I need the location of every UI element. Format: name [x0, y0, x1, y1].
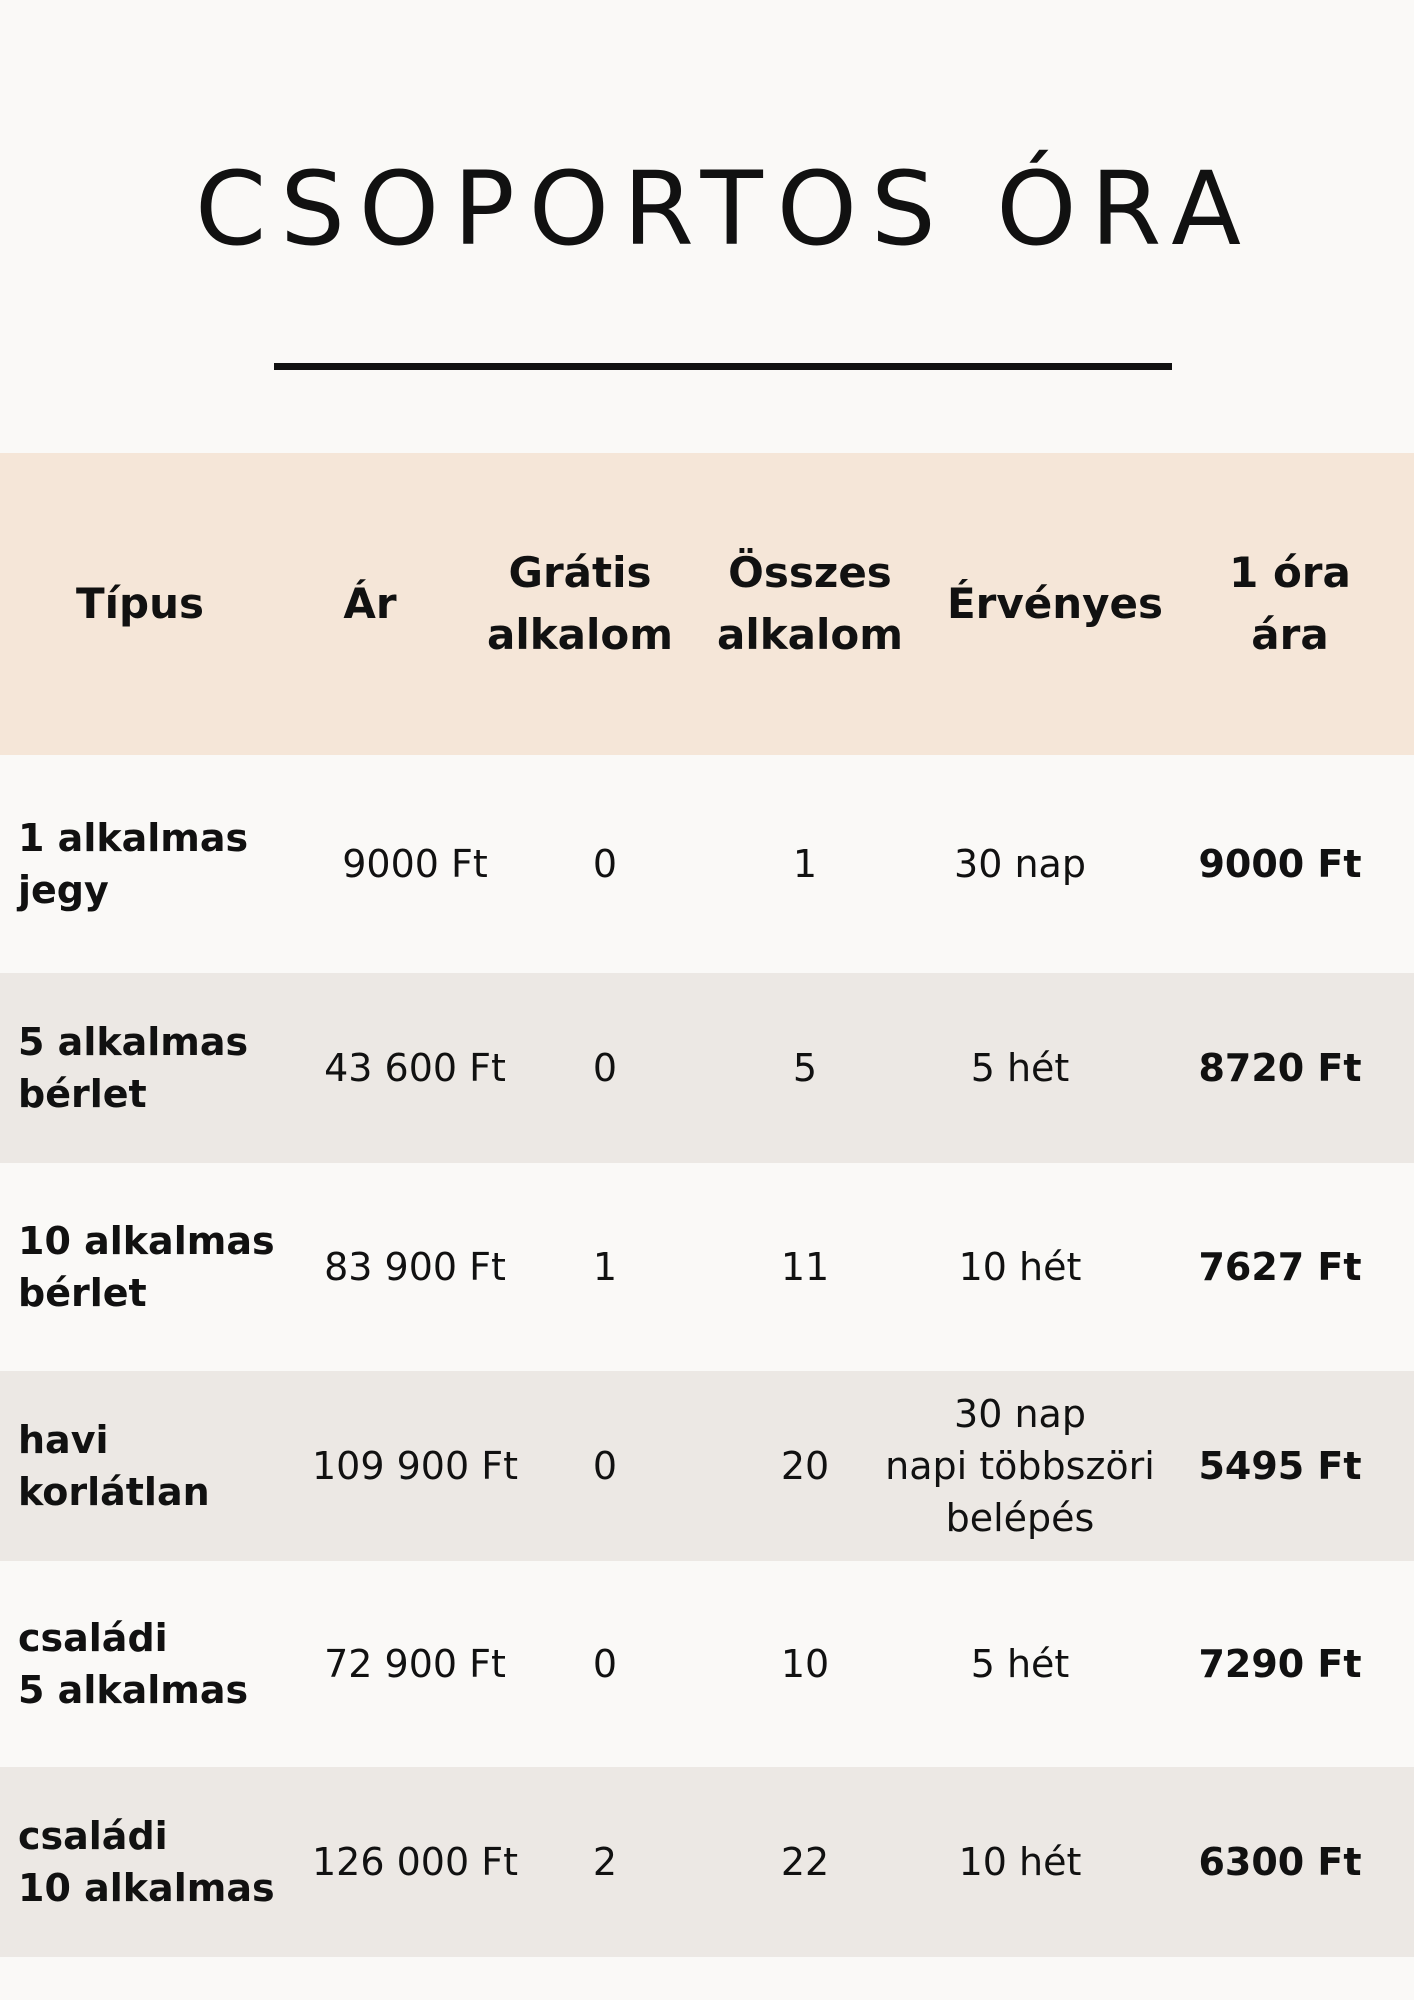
cell-price-per-class: 7627 Ft: [1198, 1245, 1362, 1289]
title-divider: [274, 363, 1172, 370]
header-total-sessions: Összes alkalom: [716, 548, 904, 659]
cell-validity: 10 hét: [958, 1245, 1082, 1289]
cell-type: családi 5 alkalmas: [18, 1616, 249, 1712]
cell-total-sessions: 5: [792, 1046, 818, 1090]
cell-type: 10 alkalmas bérlet: [18, 1219, 275, 1315]
cell-total-sessions: 1: [792, 842, 818, 886]
cell-price: 43 600 Ft: [324, 1046, 506, 1090]
cell-price: 72 900 Ft: [324, 1642, 506, 1686]
cell-price-per-class: 8720 Ft: [1198, 1046, 1362, 1090]
table-row: [0, 755, 1414, 973]
header-type: Típus: [76, 579, 205, 628]
cell-free-sessions: 2: [592, 1840, 618, 1884]
pricing-table: [0, 453, 1414, 1957]
table-row: [0, 1371, 1414, 1561]
cell-price: 109 900 Ft: [312, 1444, 518, 1488]
page-title: CSOPORTOS ÓRA: [194, 150, 1256, 269]
cell-free-sessions: 1: [592, 1245, 618, 1289]
cell-type: havi korlátlan: [18, 1418, 210, 1514]
header-free-sessions: Grátis alkalom: [486, 548, 674, 659]
table-row: [0, 1767, 1414, 1957]
cell-validity: 5 hét: [970, 1046, 1070, 1090]
cell-price: 126 000 Ft: [312, 1840, 518, 1884]
cell-validity: 10 hét: [958, 1840, 1082, 1884]
cell-price-per-class: 7290 Ft: [1198, 1642, 1362, 1686]
cell-price-per-class: 9000 Ft: [1198, 842, 1362, 886]
cell-free-sessions: 0: [592, 1642, 618, 1686]
cell-total-sessions: 22: [780, 1840, 830, 1884]
header-price: Ár: [343, 579, 397, 628]
cell-free-sessions: 0: [592, 1444, 618, 1488]
cell-type: 5 alkalmas bérlet: [18, 1020, 249, 1116]
cell-price-per-class: 6300 Ft: [1198, 1840, 1362, 1884]
cell-validity: 30 nap napi többszöri belépés: [885, 1392, 1155, 1540]
cell-type: 1 alkalmas jegy: [18, 816, 249, 912]
header-validity: Érvényes: [946, 579, 1164, 628]
cell-total-sessions: 10: [780, 1642, 830, 1686]
table-row: [0, 973, 1414, 1163]
table-row: [0, 1561, 1414, 1767]
cell-total-sessions: 20: [780, 1444, 830, 1488]
header-price-per-class: 1 óra ára: [1229, 548, 1351, 659]
cell-free-sessions: 0: [592, 842, 618, 886]
cell-validity: 5 hét: [970, 1642, 1070, 1686]
table-row: [0, 1163, 1414, 1371]
cell-price: 9000 Ft: [342, 842, 488, 886]
cell-validity: 30 nap: [954, 842, 1086, 886]
cell-total-sessions: 11: [780, 1245, 830, 1289]
cell-price-per-class: 5495 Ft: [1198, 1444, 1362, 1488]
cell-type: családi 10 alkalmas: [18, 1814, 275, 1910]
cell-free-sessions: 0: [592, 1046, 618, 1090]
cell-price: 83 900 Ft: [324, 1245, 506, 1289]
table-header-row: [0, 453, 1414, 755]
